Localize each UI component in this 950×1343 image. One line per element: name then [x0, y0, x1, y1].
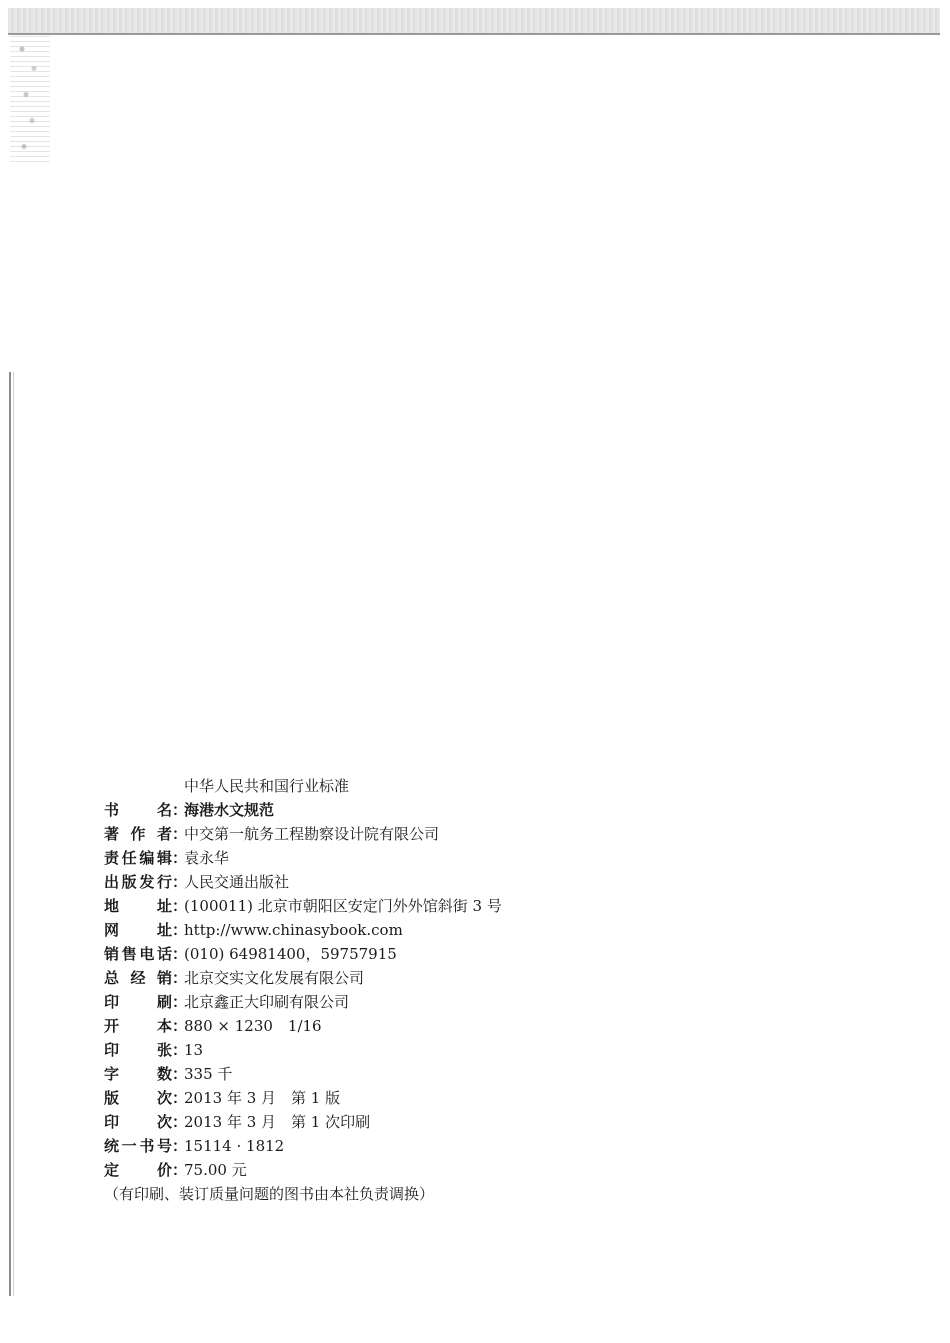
label-char: 编 — [139, 849, 155, 867]
label-char: 售 — [121, 945, 137, 963]
label-char: 话 — [156, 945, 172, 963]
label-char: 印 — [104, 993, 120, 1011]
row-label — [104, 871, 172, 893]
row-label — [104, 1087, 172, 1109]
row-colon: ： — [172, 1137, 188, 1155]
impression-value: 2013 年 3 月 第 1 次印刷 — [184, 1113, 371, 1131]
row-colon: ： — [172, 1017, 188, 1035]
label-char: 网 — [104, 921, 120, 939]
edition-value: 2013 年 3 月 第 1 版 — [184, 1089, 341, 1107]
label-char: 开 — [104, 1017, 120, 1035]
label-char: 著 — [104, 825, 120, 843]
row-label — [104, 1063, 172, 1085]
label-char: 书 — [104, 801, 120, 819]
label-char: 经 — [130, 969, 146, 987]
row-colon: ： — [172, 1113, 188, 1131]
book-number-value: 15114 · 1812 — [184, 1137, 285, 1155]
row-label — [104, 823, 172, 845]
label-char: 定 — [104, 1161, 120, 1179]
row-colon: ： — [172, 945, 188, 963]
book-title-value: 海港水文规范 — [184, 801, 275, 819]
row-label — [104, 991, 172, 1013]
row-label — [104, 1111, 172, 1133]
row-colon: ： — [172, 1089, 188, 1107]
label-char: 版 — [104, 1089, 120, 1107]
label-char: 者 — [156, 825, 172, 843]
row-colon: ： — [172, 897, 188, 915]
row-colon: ： — [172, 921, 188, 939]
word-count-value: 335 千 — [184, 1065, 233, 1083]
printer-value: 北京鑫正大印刷有限公司 — [184, 993, 350, 1011]
label-char: 数 — [156, 1065, 172, 1083]
price-value: 75.00 元 — [184, 1161, 247, 1179]
label-char: 一 — [121, 1137, 137, 1155]
label-char: 统 — [104, 1137, 120, 1155]
label-char: 销 — [156, 969, 172, 987]
row-label — [104, 1015, 172, 1037]
label-char: 行 — [156, 873, 172, 891]
row-colon: ： — [172, 801, 188, 819]
row-colon: ： — [172, 825, 188, 843]
label-char: 出 — [104, 873, 120, 891]
label-char: 号 — [156, 1137, 172, 1155]
label-char: 地 — [104, 897, 120, 915]
label-char: 版 — [121, 873, 137, 891]
row-label — [104, 895, 172, 917]
row-label — [104, 1135, 172, 1157]
label-char: 张 — [156, 1041, 172, 1059]
label-char: 次 — [156, 1113, 172, 1131]
label-char: 印 — [104, 1041, 120, 1059]
label-char: 发 — [139, 873, 155, 891]
label-char: 总 — [104, 969, 120, 987]
label-char: 责 — [104, 849, 120, 867]
label-char: 刷 — [156, 993, 172, 1011]
row-colon: ： — [172, 993, 188, 1011]
row-label — [104, 919, 172, 941]
publisher-value: 人民交通出版社 — [184, 873, 290, 891]
sheets-value: 13 — [184, 1041, 204, 1059]
editor-value: 袁永华 — [184, 849, 230, 867]
label-char: 辑 — [156, 849, 172, 867]
row-label — [104, 847, 172, 869]
row-label — [104, 799, 172, 821]
row-colon: ： — [172, 1065, 188, 1083]
label-char: 本 — [156, 1017, 172, 1035]
row-label — [104, 1039, 172, 1061]
row-colon: ： — [172, 969, 188, 987]
row-label — [104, 943, 172, 965]
row-colon: ： — [172, 849, 188, 867]
author-value: 中交第一航务工程勘察设计院有限公司 — [184, 825, 440, 843]
label-char: 书 — [139, 1137, 155, 1155]
website-value: http://www.chinasybook.com — [184, 921, 403, 939]
label-char: 作 — [130, 825, 146, 843]
row-label — [104, 967, 172, 989]
label-char: 印 — [104, 1113, 120, 1131]
sales-phone-value: (010) 64981400，59757915 — [184, 945, 397, 963]
label-char: 址 — [156, 897, 172, 915]
format-value: 880 × 1230 1/16 — [184, 1017, 322, 1035]
row-label — [104, 1159, 172, 1181]
label-char: 名 — [156, 801, 172, 819]
label-char: 销 — [104, 945, 120, 963]
label-char: 址 — [156, 921, 172, 939]
row-colon: ： — [172, 873, 188, 891]
label-char: 字 — [104, 1065, 120, 1083]
row-colon: ： — [172, 1161, 188, 1179]
series-title: 中华人民共和国行业标准 — [184, 777, 350, 795]
distributor-value: 北京交实文化发展有限公司 — [184, 969, 365, 987]
label-char: 电 — [139, 945, 155, 963]
quality-note: （有印刷、装订质量问题的图书由本社负责调换） — [104, 1185, 435, 1203]
label-char: 价 — [156, 1161, 172, 1179]
label-char: 次 — [156, 1089, 172, 1107]
row-colon: ： — [172, 1041, 188, 1059]
label-char: 任 — [121, 849, 137, 867]
address-value: (100011) 北京市朝阳区安定门外外馆斜街 3 号 — [184, 897, 502, 915]
